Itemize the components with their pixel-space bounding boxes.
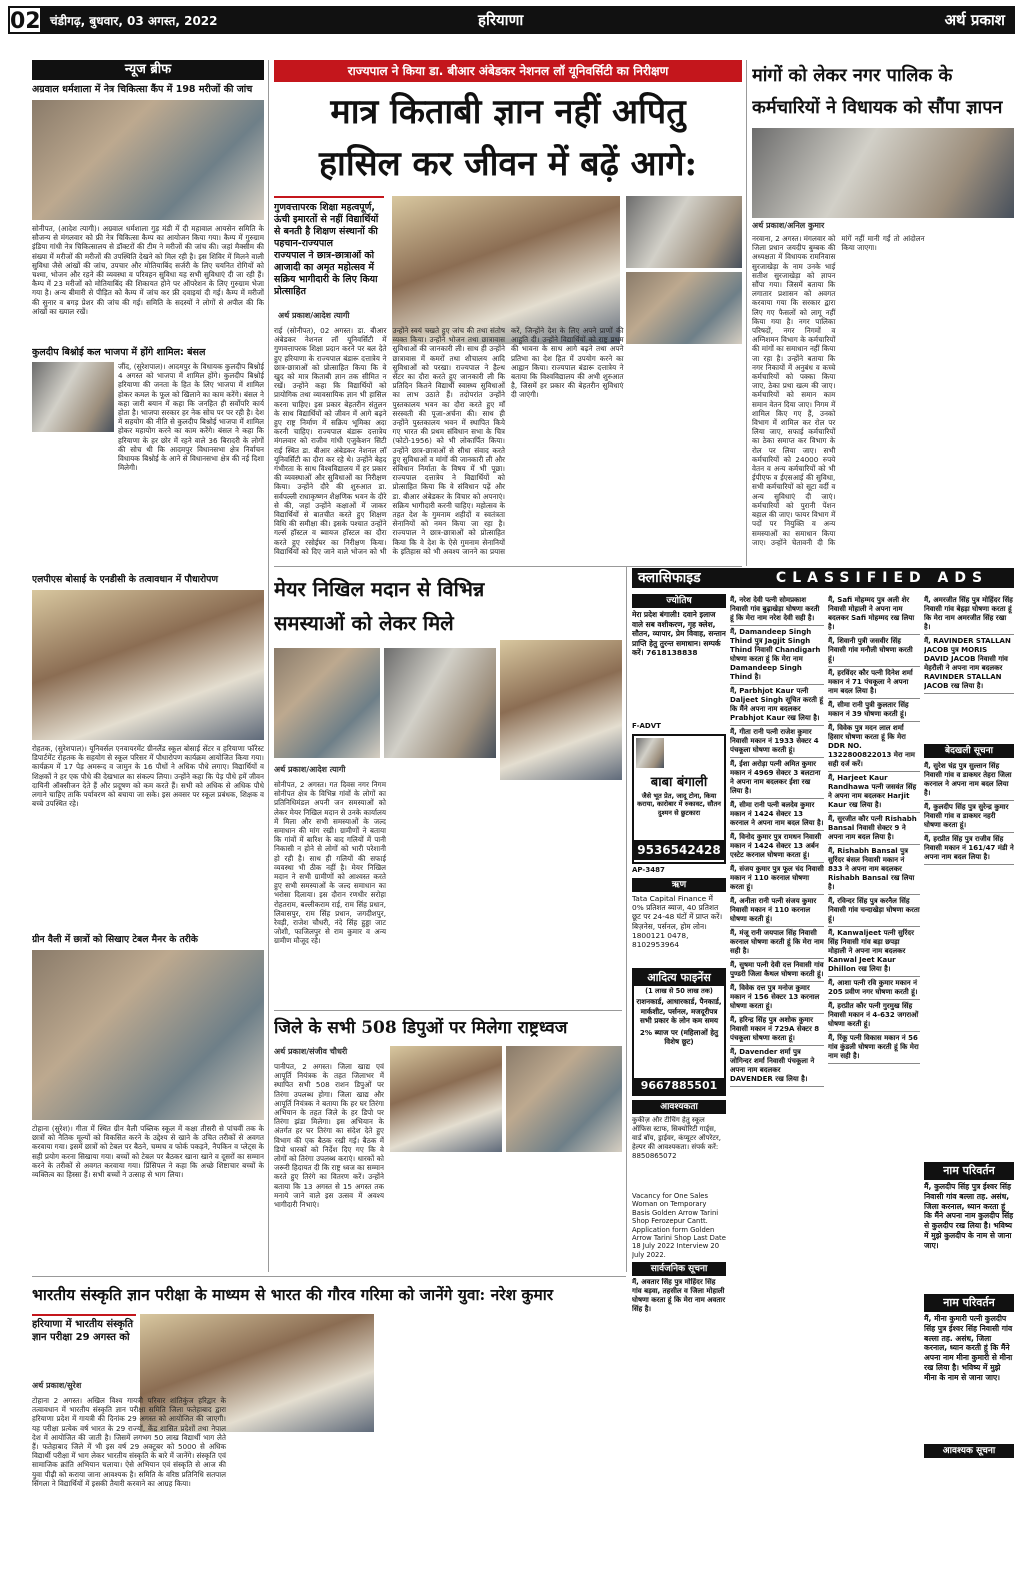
mayor-photo-3 xyxy=(500,640,622,780)
brief-headline-3: एलपीएस बोसाई के एनडीसी के तत्वावधान में पौधारोपण xyxy=(32,574,219,585)
classified-item: मैं, हरिन्द्र सिंह पुत्र अशोक कुमार निवासी मकान नं 729A सेक्टर 8 पंचकूला घोषणा करता हूं। xyxy=(730,1014,824,1046)
lead-byline: अर्थ प्रकाश/आदेश त्यागी xyxy=(278,311,350,320)
classified-item: मैं, हरप्रीत कौर पत्नी गुरमुख सिंह निवासी मकान नं 4-632 जगराओं घोषणा करती हूं। xyxy=(828,1000,920,1032)
depot-headline: जिले के सभी 508 डिपुओं पर मिलेगा राष्ट्रध्वज xyxy=(274,1018,568,1038)
bharat-body: टोहाना 2 अगस्त। अखिल विश्व गायत्री परिवार शांतिकुंज हरिद्वार के तत्वावधान में भारतीय संस्कृति ज्ञान परीक्षा समिति जिला फतेहाबाद द्वारा हरियाणा प्रदेश में गायत्री की दिनांक 29 अगस्त को आयोजित की जाएगी। यह परीक्षा प्रत्येक वर्ष भारत के 29 राज्यों, केंद्र शासित प्रदेशों तथा नेपाल देश में आयोजित की जाती है। जिसमें लगभग 50 लाख विद्यार्थी भाग लेते हैं। फतेहाबाद जिले में भी इस वर्ष 29 अक्टूबर को 5000 से अधिक विद्यार्थी परीक्षा में भाग लेकर भारतीय संस्कृति के बारे में जानेंगे। संस्कृति एवं सामाजिक क्रांति अभियान चलाया। ऐसे अभियान एवं संस्कृति से आज की युवा पीढ़ी को कराया जाना आवश्यक है। समिति के वरिष्ठ प्रतिनिधि सतपाल सिंगला ने विद्यार्थियों में इसकी तैयारी करवाने का आग्रह किया। xyxy=(32,1396,226,1488)
plantation-photo xyxy=(32,590,264,740)
divider xyxy=(274,566,742,567)
classified-item: मैं, विवेक पुत्र मदन लाल शर्मा हिसार घोषणा करता हूं कि मेरा DDR NO. 1322800822013 मेरा नाम सही दर्ज करें। xyxy=(828,722,920,772)
bansal-photo xyxy=(32,362,114,432)
nagar-body: नरवाना, 2 अगस्त। मंगलवार को जिला प्रधान जयदीप बुम्बक की अध्यक्षता में विधायक रामनिवास सुरजाखेड़ा के नाम उनके भाई सतीश सुरजाखेड़ा को ज्ञापन सौंपा गया। जिसमें बताया कि लगातार प्रशासन को अवगत करवाया गया कि सरकार द्वारा लिए गए फैसलों को लागू नहीं किया गया है। नगर पालिका परिषदों, नगर निगमों व अग्निशमन विभाग के कर्मचारियों की मांगों का समाधान नहीं किया जा रहा है। उन्होंने बताया कि नगर निकायों में अनुबंध व कच्चे कर्मचारियों को पक्का किया जाए, ठेका प्रथा खत्म की जाए। कर्मचारियों को समान काम समान वेतन दिया जाए। निगम में शामिल किए गए हैं, उनको विभाग में शामिल कर रोल पर लिया जाए, सफाई कर्मचारियों का ठेका समाप्त कर विभाग के रोल पर लिया जाए। सभी कर्मचारियों को 24000 रुपये वेतन व अन्य कर्मचारियों को भी ईपीएफ व ईएसआई की सुविधा, सभी कर्मचारियों को सूटा वर्दी व अन्य सुविधाएं दी जाएं। कर्मचारियों को पुरानी पेंशन बहाल की जाए। फायर विभाग में पदों पर नियुक्ति व अन्य समस्याओं का समाधान किया जाए। उन्होंने चेतावनी दी कि मांगें नहीं मानी गईं तो आंदोलन किया जाएगा। xyxy=(752,234,925,547)
lead-photo-1 xyxy=(392,196,620,344)
classified-column-2 xyxy=(730,594,824,1524)
classified-item: मैं, Davender शर्मा पुत्र जोगिन्दर शर्मा निवासी पंचकूला ने अपना नाम बदलकर DAVENDER रख लिया है। xyxy=(730,1046,824,1087)
aditya-subtitle: (1 लाख से 50 लाख तक) xyxy=(645,987,713,995)
rin-label: ऋण xyxy=(632,878,726,892)
classified-column-4 xyxy=(924,594,1014,744)
lead-photo-2 xyxy=(626,196,742,268)
news-brief-label: न्यूज ब्रीफ xyxy=(32,60,264,80)
aditya-title: आदित्य फाइनेंस xyxy=(634,970,724,986)
lead-bullet-2: राज्यपाल ने छात्र-छात्राओं को आजादी का अमृत महोत्सव में सक्रिय भागीदारी के लिए किया प्रोत्साहित xyxy=(274,250,378,297)
classified-item: मैं, RAVINDER STALLAN JACOB पुत्र MORIS DAVID JACOB निवासी गांव मेहरौली ने अपना नाम बदलकर RAVINDER STALLAN JACOB रख लिया है। xyxy=(924,635,1014,694)
lead-kicker: राज्यपाल ने किया डा. बीआर अंबेडकर नेशनल लॉ यूनिवर्सिटी का निरीक्षण xyxy=(274,60,742,82)
column-divider xyxy=(626,566,627,1272)
classified-item: मैं, रिंकू पत्नी विकास मकान नं 56 गांव कुंडली घोषणा करती हूं कि मेरा नाम सही है। xyxy=(828,1032,920,1064)
classified-item: मैं, हरविंदर कौर पत्नी दिनेश शर्मा मकान नं 71 पंचकूला ने अपना नाम बदल लिया है। xyxy=(828,667,920,699)
baba-code: AP-3487 xyxy=(632,866,665,874)
classified-item: मैं, Kanwaljeet पत्नी सुरिंदर सिंह निवासी गांव बड़ा छपड़ा मोहाली ने अपना नाम बदलकर Kanwal Jeet Kaur Dhillon रख लिया है। xyxy=(828,927,920,977)
depot-byline: अर्थ प्रकाश/संजीव चौधरी xyxy=(274,1047,348,1056)
classified-item: मैं, विनोद कुमार पुत्र रामधन निवासी मकान नं 1424 सेक्टर 13 अर्बन एस्टेट करनाल घोषणा करता हूं। xyxy=(730,831,824,863)
lead-bullet-1: गुणवत्तापरक शिक्षा महत्वपूर्ण, ऊंची इमारतों से नहीं विद्यार्थियों से बनती है शिक्षण संस्थानों की पहचान-राज्यपाल xyxy=(274,202,379,249)
classified-title-hi: क्लासिफाइड xyxy=(632,568,1014,588)
classified-column-3 xyxy=(828,594,920,1524)
nagar-headline: मांगों को लेकर नगर पालिक के कर्मचारियों ने विधायक को सौंपा ज्ञापन xyxy=(752,65,1003,118)
classified-item: मैं, गीता रानी पत्नी राजेश कुमार निवासी मकान नं 1933 सेक्टर 4 पंचकूला घोषणा करती हूं। xyxy=(730,726,824,758)
mayor-byline: अर्थ प्रकाश/आदेश त्यागी xyxy=(274,765,346,774)
classified-item: मैं, Harjeet Kaur Randhawa पत्नी जसवंत सिंह ने अपना नाम बदलकर Harjit Kaur रख लिया है। xyxy=(828,772,920,813)
naam-parivartan-label-2: नाम परिवर्तन xyxy=(924,1294,1014,1312)
aditya-rate: 2% ब्याज पर (महिलाओं हेतु विशेष छूट) xyxy=(639,1027,719,1046)
nagar-photo xyxy=(752,128,1014,218)
brief-text-4: टोहाना (सुरेश)। गीता में स्थित ग्रीन वैली पब्लिक स्कूल में कक्षा तीसरी से पांचवीं तक के छात्रों को नैतिक मूल्यों को विकसित करने के उद्देश्य से खाने के उचित तरीकों से अवगत करवाया गया। इसमें छात्रों को टेबल पर बैठने, चम्मच व फोर्क पकड़ने, नैपकिन व प्लेट्स के सही प्रयोग करना सिखाया गया। बच्चों को टेबल पर बैठकर खाना खाने व दूसरों का सम्मान करने के तरीकों से अवगत करवाया गया। प्रिंसिपल ने कहा कि अच्छे शिष्टाचार बच्चों के व्यक्तित्व का हिस्सा हैं। सभी बच्चों ने उत्साह से भाग लिया। xyxy=(32,1124,264,1180)
brief-text-1: सोनीपत, (आदेश त्यागी)। अग्रवाल धर्मशाला गुड़ मंडी में दी महावाल आयसेन समिति के सौजन्य से मंगलवार को फ्री नेत्र चिकित्सा कैम्प का आयोजन किया गया। कैम्प में गुरुग्राम इंडिया गांधी नेत्र चिकित्सालय से डॉक्टरों की टीम ने मरीजों की जांच की। जहां मैक्सीम की संख्या में मरीजों की मरीजों की उपस्थिति देखने को मिल रही है। इस शिविर में मिलने वाली सुविधा जैसे आंखों की जांच, उपचार और मोतियाबिंद सर्जरी के लिए चयनित रोगियों को चश्मा, भोजन और रहने की व्यवस्था व परिवहन सुविधा यह सभी सुविधाएं दी जा रही हैं। कैम्प में 23 मरीजों को मोतियाबिंद की शिकायत होने पर ऑपरेशन के लिए गुरुग्राम भेजा गया है। अन्य बीमारी से पीड़ित को कैम्प में जांच कर फ्री दवाइयां दी गई। कैम्प में मरीजों की सुनार व बगड़ प्रेशर की जांच की गई। समिति के सदस्यों ने लोगों से अपील की कि आंखों का ख्याल रखें। xyxy=(32,224,264,316)
aditya-services: राशनकार्ड, आधारकार्ड, पैनकार्ड, मार्कशीट, पर्सनल, मजदूरीपत्र सभी प्रकार के लोन कम समय xyxy=(636,997,722,1025)
classified-item: मैं, Parbhjot Kaur पत्नी Daljeet Singh सूचित करती हूं कि मैंने अपना नाम बदलकर Prabhjot Kaur रख लिया है। xyxy=(730,685,824,726)
masthead xyxy=(8,6,1015,34)
depot-body: पानीपत, 2 अगस्त। जिला खाद्य एवं आपूर्ति नियंत्रक के तहत जिलाभर में स्थापित सभी 508 राशन डिपुओं पर तिरंगा उपलब्ध होगा। जिला खाद्य और आपूर्ति नियंत्रक ने बताया कि हर घर तिरंगा अभियान के तहत जिले के हर डिपो पर तिरंगा झंडा मिलेगा। इस अभियान के अंतर्गत हर घर तिरंगा का संदेश देते हुए विभाग की एक बैठक रखी गई। बैठक में डिपो धारकों को निर्देश दिए गए कि वे लोगों को तिरंगा उपलब्ध कराएं। धारकों को जरूरी हिदायत दी कि राष्ट्र ध्वज का सम्मान करते हुए तिरंगे का वितरण करें। उन्होंने बताया कि 13 अगस्त से 15 अगस्त तक मनाये जाने वाले इस उत्सव में अवश्य भागीदारी निभाएं। xyxy=(274,1062,384,1210)
soochna-label: सार्वजनिक सूचना xyxy=(632,1262,726,1276)
mayor-body: सोनीपत, 2 अगस्त। गत दिवस नगर निगम सोनीपत क्षेत्र के विभिन्न गांवों के लोगों का प्रतिनिधिमंडल अपनी जन समस्याओं को लेकर मेयर निखिल मदान से उनके कार्यालय में मिला और सभी समस्याओं के जल्द समाधान की मांग रखी। ग्रामीणों ने बताया कि गांवों में बारिश के बाद गलियों में पानी निकासी न होने से लोगों को भारी परेशानी हो रही है। साथ ही गलियों की सफाई व्यवस्था भी ठीक नहीं है। मेयर निखिल मदान ने सभी ग्रामीणों को आश्वस्त करते हुए सभी समस्याओं के जल्द समाधान का भरोसा दिलाया। इस दौरान रणधीर सरोहा रोहतराम, बल्लीकराम राई, राम सिंह प्रधान, लिवासपुर, राम सिंह प्रधान, जगदीशपुर, रेवड़ी, राजेश चौधरी, नंदे सिंह हुड्डा जाट जोशी, फाजिलपुर से राम कुमार व अन्य ग्रामीण मौजूद रहे। xyxy=(274,780,386,946)
bedakhli-label: बेदखली सूचना xyxy=(924,744,1014,758)
section-name: हरियाणा xyxy=(478,11,524,29)
classified-item: मैं, सुषमा पत्नी देवी दत्त निवासी गांव पुण्डरी जिला कैथल घोषणा करती हूं। xyxy=(730,959,824,982)
brief-text-3: रोहतक, (सुरेशपाल)। यूनिवर्सल एनवायरमेंट ग्रीनलैंड स्कूल बोसाई सेंटर व हरियाणा फॉरेस्ट डिपार्टमेंट रोहतक के सहयोग से स्कूल परिसर में पौधारोपण कार्यक्रम आयोजित किया गया। कार्यक्रम में 17 पेड़ अमरूद व जामुन के 16 पौधों ने अधिक पौधे लगाए। विद्यार्थियों व शिक्षकों ने हर एक पौधे की देखभाल का संकल्प लिया। उन्होंने कहा कि पेड़ पौधे हमें जीवन दायिनी ऑक्सीजन देते हैं और प्रदूषण को कम करते हैं। सभी को अधिक से अधिक पौधे लगाने चाहिए ताकि पर्यावरण को बचाया जा सके। इस अवसर पर स्कूल प्रबंधक, शिक्षक व बच्चे उपस्थित रहे। xyxy=(32,744,264,809)
jyotish-text: मेरा प्रदेश बंगाली! दवाने इलाज वाले सब वशीकरण, गृह क्लेश, सौतन, व्यापार, प्रेम विवाह, सन्तान प्राप्ति हेतु तुरन्त समाधान। सम्पर्क करें। 7618138838 xyxy=(632,610,726,657)
avashyakta-text: कुकीज़ और टीचिंग हेतु स्कूल ऑफिस स्टाफ, सिक्योरिटी गार्ड्स, वार्ड बॉय, ड्राईवर, कंप्यूटर ऑपरेटर, हेल्पर की आवश्यकता। संपर्क करें: 8850865072 xyxy=(632,1116,721,1160)
bharat-headline: भारतीय संस्कृति ज्ञान परीक्षा के माध्यम से भारत की गौरव गरिमा को जानेंगे युवा: नरेश कुमार xyxy=(32,1285,554,1304)
naam-parivartan-text-1: मैं, कुलदीप सिंह पुत्र ईश्वर सिंह निवासी गांव बल्ला तह. असंध, जिला करनाल, ध्यान करता हूं कि मैंने अपना नाम कुलदीप सिंह से कुलदीप रख लिया है। भविष्य में मुझे कुलदीप के नाम से जाना जाए। xyxy=(924,1182,1014,1250)
classified-item: मैं, नरेश देवी पत्नी सोमप्रकाश निवासी गांव बुढ़ाखेड़ा घोषणा करती हूं कि मेरा नाम नरेश देवी सही है। xyxy=(730,594,824,626)
classified-item: मैं, संजय कुमार पुत्र फूल चंद निवासी मकान नं 110 करनाल घोषणा करता हूं। xyxy=(730,863,824,895)
column-divider xyxy=(268,60,269,1272)
lead-body: राई (सोनीपत), 02 अगस्त। डा. बीआर अंबेडकर नेशनल लॉ यूनिवर्सिटी में गुणवत्तापरक शिक्षा प्रदान करने पर बल देते हुए हरियाणा के राज्यपाल बंडारू दत्तात्रेय ने छात्र-छात्राओं को प्रोत्साहित किया कि वे खुद को मात्र किताबी ज्ञान तक सीमित न रखें। उन्होंने कहा कि विद्यार्थियों को प्रायोगिक तथा व्यावसायिक ज्ञान भी हासिल करना चाहिए। इस प्रकार बेहतरीन संतुलन के साथ विद्यार्थियों को जीवन में आगे बढ़ने हुए राष्ट्र निर्माण में सक्रिय भूमिका अदा करनी चाहिए। राज्यपाल बंडारू दत्तात्रेय मंगलवार को राजीव गांधी एजुकेशन सिटी राई स्थित डा. बीआर अंबेडकर नेशनल लॉ यूनिवर्सिटी का दौरा कर रहे थे। उन्होंने बेहद गंभीरता के साथ विश्वविद्यालय में हर प्रकार की व्यवस्थाओं और सुविधाओं का निरीक्षण किया। उन्होंने दौरे की शुरुआत डा. सर्वपल्ली राधाकृष्णन शैक्षणिक भवन के दौरे से की, जहां उन्होंने कक्षाओं में जाकर विद्यार्थियों से बातचीत करते हुए शिक्षण विधि की समीक्षा की। इसके पश्चात उन्होंने गर्ल्स हॉस्टल व ब्वायज हॉस्टल का दौरा करते हुए रसोईघर का निरीक्षण किया। विद्यार्थियों को दिए जाने वाले भोजन को भी उन्होंने स्वयं चखते हुए जांच की तथा संतोष व्यक्त किया। उन्होंने भोजन तथा छात्रावास सुविधाओं की जानकारी ली। साथ ही उन्होंने छात्रावास में कमरों तथा शौचालय आदि सुविधाओं को परखा। राज्यपाल ने हैल्थ सेंटर का दौरा करते हुए जानकारी ली कि प्रतिदिन कितने विद्यार्थी स्वास्थ्य सुविधाओं का लाभ उठाते हैं। तदोपरांत उन्होंने पुस्तकालय भवन का दौरा करते हुए माँ सरस्वती की पूजा-अर्चना की। साथ ही उन्होंने पुस्तकालय भवन में स्थापित किये गए भारत की प्रथम संविधान सभा के चित्र (फोटो-1956) को भी लोकार्पित किया। उन्होंने छात्र-छात्राओं से सीधा संवाद करते हुए सुविधाओं व मांगों की जानकारी ली और संविधान निर्माता के विषय में भी पूछा। राज्यपाल दत्तात्रेय ने विद्यार्थियों को प्रोत्साहित किया कि वे संविधान पढ़ें और डा. बीआर अंबेडकर के विचार को अपनाएं। सक्रिय भागीदारी करनी चाहिए। महोत्सव के तहत देश के गुमनाम शहीदों व स्वतंत्रता सेनानियों को नमन किया जा रहा है। राज्यपाल ने छात्र-छात्राओं को प्रोत्साहित किया कि वे देश के ऐसे गुमनाम सेनानियों के इतिहास को भी अवश्य जानने का प्रयास करें, जिन्होंने देश के लिए अपने प्राणों की आहुति दी। उन्होंने विद्यार्थियों को राष्ट्र प्रथम की भावना के साथ आगे बढ़ने तथा अपने प्रतिभा का देश हित में उपयोग करने का आह्वान किया। राज्यपाल बंडारू दत्तात्रेय ने बताया कि विश्वविद्यालय की अभी शुरुआत है, जिसमें हर प्रकार की बेहतरीन सुविधाएं दी जाएंगी। xyxy=(274,326,624,556)
divider xyxy=(274,1010,622,1011)
vacancy-text: Vacancy for One Sales Woman on Temporary Basis Golden Arrow Tarini Shop Ferozepur Cantt. Application form Golden Arrow Tarini Shop Last Date 18 July 2022 Interview 20 July 2022. xyxy=(632,1192,726,1259)
divider xyxy=(32,1276,626,1277)
classified-item: मैं, ईशा अरोड़ा पत्नी अमित कुमार मकान नं 4969 सेक्टर 3 बलटाना ने अपना नाम बदलकर ईशा रख लिया है। xyxy=(730,758,824,799)
brief-headline-4: ग्रीन वैली में छात्रों को सिखाए टेबल मैनर के तरीके xyxy=(32,934,198,945)
classified-item: मैं, रविन्दर सिंह पुत्र करनैल सिंह निवासी गांव चन्दाखेड़ा घोषणा करता हूं। xyxy=(828,895,920,927)
nagar-byline: अर्थ प्रकाश/अनिल कुमार xyxy=(752,221,825,230)
avashyakta-label: आवश्यकता xyxy=(632,1100,726,1114)
baba-services: जैसे भूत प्रेत, जादू टोना, किया कराया, कारोबार में रुकावट, सौतन दुश्मन से छुटकारा xyxy=(637,792,721,817)
brief-headline-2: कुलदीप बिश्नोई कल भाजपा में होंगे शामिल: बंसल xyxy=(32,347,206,358)
rin-text: Tata Capital Finance में 0% प्रतिशत ब्याज, 40 प्रतिशत छूट पर 24-48 घंटों में प्राप्त करें। बिज़नेस, पर्सनल, होम लोन। 1800121 0478, 8102953964 xyxy=(632,894,723,950)
aditya-phone: 9667885501 xyxy=(634,1078,724,1094)
classified-item: मैं, सुरेश चंद्र पुत्र सुल्तान सिंह निवासी गांव व डाकघर तेहरा जिला करनाल ने अपना नाम बदल लिया है। xyxy=(924,760,1014,801)
aditya-finance-ad xyxy=(632,968,726,1096)
classified-item: मैं, आशा पत्नी रवि कुमार मकान नं 205 प्रवीण नगर घोषणा करती हूं। xyxy=(828,977,920,1000)
mayor-photo-1 xyxy=(274,648,380,758)
mayor-headline: मेयर निखिल मदान से विभिन्न समस्याओं को लेकर मिले xyxy=(274,577,485,635)
baba-name: बाबा बंगाली xyxy=(650,775,708,790)
depot-photo-1 xyxy=(390,1046,502,1152)
aavashyak-soochna-label: आवश्यक सूचना xyxy=(924,1444,1014,1458)
naam-parivartan-text-2: मैं, मीना कुमारी पत्नी कुलदीप सिंह पुत्र ईश्वर सिंह निवासी गांव बल्ला तह. असंध, जिला करनाल, ध्यान करती हूं कि मैंने अपना नाम मीना कुमारी से मीना रख लिया है। भविष्य में मुझे मीना के नाम से जाना जाए। xyxy=(924,1314,1013,1382)
bedakhli-list xyxy=(924,760,1014,1160)
classified-item: मैं, विवेक दत्त पुत्र मनोज कुमार मकान नं 156 सेक्टर 13 करनाल घोषणा करता हूं। xyxy=(730,982,824,1014)
classified-item: मैं, Rishabh Bansal पुत्र सुरिंदर बंसल निवासी मकान नं 833 ने अपना नाम बदलकर Rishabh Bansal रख लिया है। xyxy=(828,845,920,895)
baba-bengali-ad xyxy=(632,734,726,864)
green-valley-photo xyxy=(32,950,264,1120)
depot-photo-2 xyxy=(506,1046,622,1152)
lead-headline-line2: हासिल कर जीवन में बढ़ें आगे: xyxy=(318,144,698,184)
classified-item: मैं, सुरजीत कौर पत्नी Rishabh Bansal निवासी सेक्टर 9 ने अपना नाम बदल लिया है। xyxy=(828,813,920,845)
classified-item: मैं, अमरजीत सिंह पुत्र मोहिंदर सिंह निवासी गांव बेहड़ा घोषणा करता हूं कि मेरा नाम अमरजीत सिंह रखा है। xyxy=(924,594,1014,635)
classified-item: मैं, सीमा रानी पुत्री कुलतार सिंह मकान नं 39 घोषणा करती हूं। xyxy=(828,699,920,722)
classified-item: मैं, हरप्रीत सिंह पुत्र राजीव सिंह निवासी मकान नं 161/47 मंडी ने अपना नाम बदल लिया है। xyxy=(924,833,1014,865)
classified-item: मैं, मंजू रानी जयपाल सिंह निवासी करनाल घोषणा करती हूं कि मेरा नाम सही है। xyxy=(730,927,824,959)
classified-item: मैं, Safi मोहम्मद पुत्र अली शेर निवासी मोहाली ने अपना नाम बदलकर Safi मोहम्मद रख लिया है। xyxy=(828,594,920,635)
soochna-text: मैं, अवतार सिंह पुत्र मोहिंदर सिंह गांव बड़वा, तहसील व जिला मोहाली घोषणा करता हूं कि मेरा नाम अवतार सिंह है। xyxy=(632,1278,726,1313)
classified-item: मैं, Damandeep Singh Thind पुत्र Jagjit Singh Thind निवासी Chandigarh घोषणा करता हूं कि मेरा नाम Damandeep Singh Thind है। xyxy=(730,626,824,685)
page-number: 02 xyxy=(8,6,42,34)
classified-title-en: CLASSIFIED ADS xyxy=(775,570,989,586)
eye-camp-photo xyxy=(32,100,264,220)
brief-text-2: जींद, (सुरेशपाल)। आदमपुर के विधायक कुलदीप बिश्नोई 4 अगस्त को भाजपा में शामिल होंगे। कुलदीप बिश्नोई हरियाणा की जनता के हित के लिए भाजपा में शामिल होकर कमल के फूल को खिलाने का काम करेंगे। बंसल ने कहा जारी बयान में कहा कि जनहित ही सर्वोपरि कार्य होता है। भाजपा सरकार हर नेक सोच पर पर रही है। देश में सहयोग की नीति से कुलदीप बिश्नोई भाजपा में शामिल होकर महायोग करने का काम करेंगे। बंसल ने कहा कि हरियाणा के हर छोर में रहने वाले 36 बिरादरी के लोगों की सोच थी कि आदमपुर विधानसभा क्षेत्र निर्वाचन विधायक बिश्नोई के आने से विधानसभा क्षेत्र की नई दिशा मिलेगी। xyxy=(118,362,264,473)
classified-item: मैं, सीमा रानी पत्नी बलदेव कुमार मकान नं 1424 सेक्टर 13 करनाल ने अपना नाम बदल लिया है। xyxy=(730,799,824,831)
classified-item: मैं, शिवानी पुत्री जसवीर सिंह निवासी गांव मनौली घोषणा करती हूं। xyxy=(828,635,920,667)
classified-item: मैं, कुलदीप सिंह पुत्र सुरेन्द्र कुमार निवासी गांव व डाकघर नहरी घोषणा करता हूं। xyxy=(924,801,1014,833)
jyotish-label: ज्योतिष xyxy=(632,594,726,608)
classified-item: मैं, अनीता रानी पत्नी संजय कुमार निवासी मकान नं 110 करनाल घोषणा करती हूं। xyxy=(730,895,824,927)
bharat-subhead: हरियाणा में भारतीय संस्कृति ज्ञान परीक्षा 29 अगस्त को xyxy=(32,1314,136,1374)
column-divider xyxy=(746,60,747,566)
brief-headline-1: अग्रवाल धर्मशाला में नेत्र चिकित्सा कैंप में 198 मरीजों की जांच xyxy=(32,84,253,95)
dateline: चंडीगढ़, बुधवार, 03 अगस्त, 2022 xyxy=(50,14,218,28)
bharat-byline: अर्थ प्रकाश/सुरेश xyxy=(32,1381,82,1390)
mayor-photo-2 xyxy=(384,648,496,758)
baba-phone: 9536542428 xyxy=(634,840,724,860)
baba-photo xyxy=(636,738,664,768)
lead-headline-line1: मात्र किताबी ज्ञान नहीं अपितु xyxy=(330,92,686,132)
paper-name: अर्थ प्रकाश xyxy=(944,11,1005,29)
naam-parivartan-label-1: नाम परिवर्तन xyxy=(924,1162,1014,1180)
jyotish-code: F-ADVT xyxy=(632,722,661,730)
